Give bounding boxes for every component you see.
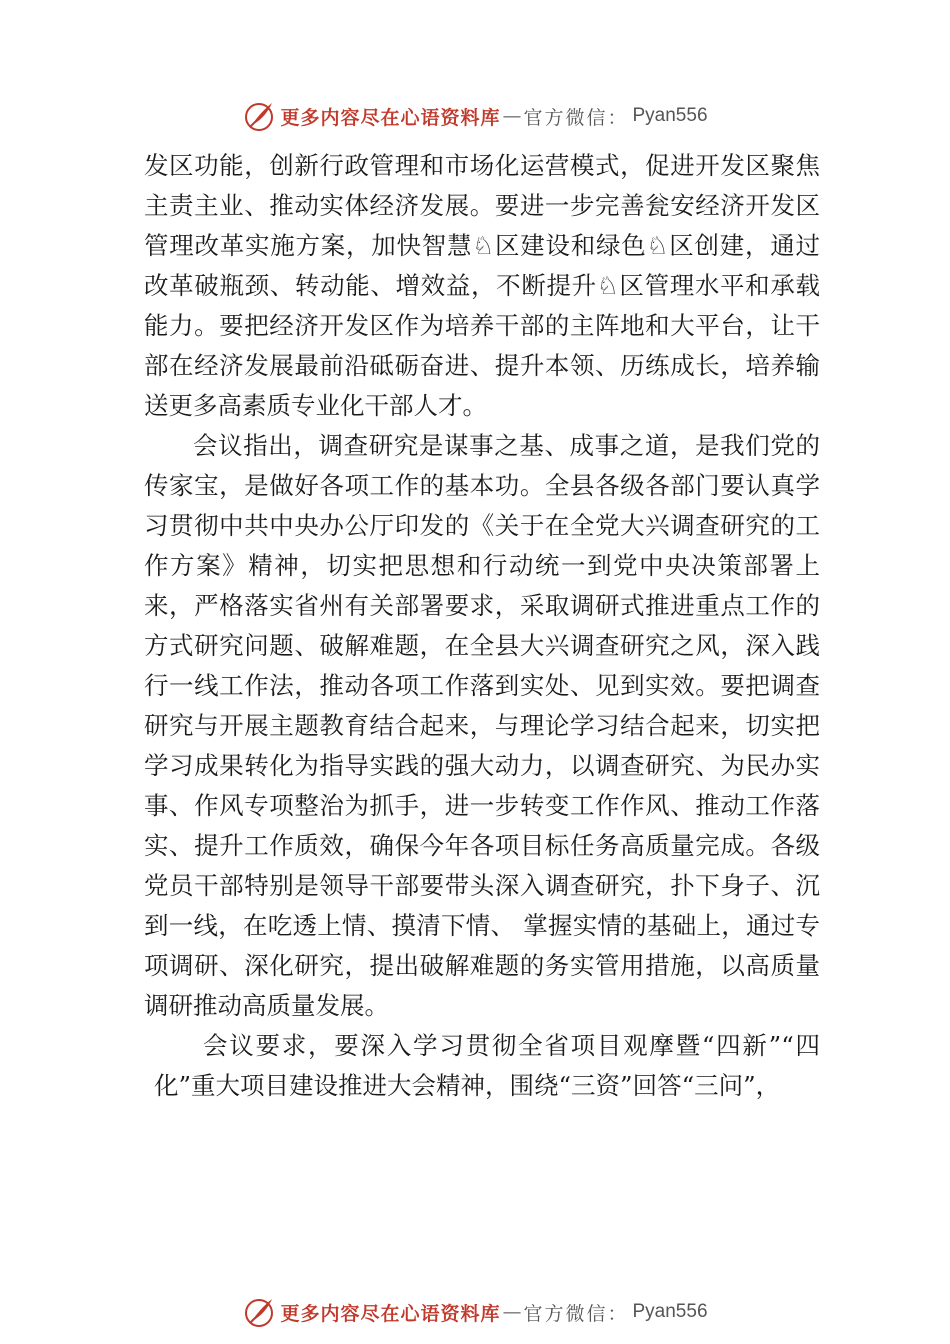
paragraph-research: 会议指出，调查研究是谋事之基、成事之道，是我们党的传家宝，是做好各项工作的基本功。全县各级各部门要认真学习贯彻中共中央办公厅印发的《关于在全党大兴调查研究的工作方案》精神，切实把思想和行动统一到党中央决策部署上来，严格落实省州有关部署要求，采取调研式推进重点工作的方式研究问题、破解难题，在全县大兴调查研究之风，深入践行一线工作法，推动各项工作落到实处、见到实效。要把调查研究与开展主题教育结合起来，与理论学习结合起来，切实把学习成果转化为指导实践的强大动力，以调查研究、为民办实事、作风专项整治为抓手，进一步转变工作作风、推动工作落实、提升工作质效，确保今年各项目标任务高质量完成。各级党员干部特别是领导干部要带头深入调查研究，扑下身子、沉到一线，在吃透上情、摸清下情、 掌握实情的基础上，通过专项调研、深化研究，提出破解难题的务实管用措施，以高质量调研推动高质量发展。 (144, 431, 820, 1020)
quill-logo-icon (242, 99, 276, 133)
footer-banner (0, 1292, 950, 1332)
banner-handle: Pyan556 (632, 1301, 708, 1322)
banner-separator: — (502, 1301, 522, 1323)
document-body (144, 146, 820, 1106)
paragraph-requirements: 会议要求，要深入学习贯彻全省项目观摩暨“四新”“四化”重大项目建设推进大会精神，围绕“三资”回答“三问”， (154, 1031, 820, 1100)
banner-brand: 更多内容尽在心语资料库 (280, 1302, 501, 1325)
quill-logo-icon (242, 1295, 276, 1329)
banner-brand: 更多内容尽在心语资料库 (280, 106, 501, 129)
header-banner (0, 96, 950, 136)
banner-separator: — (502, 105, 522, 127)
banner-wechat-label: 官方微信： (523, 106, 629, 129)
banner-wechat-label: 官方微信： (523, 1302, 629, 1325)
banner-handle: Pyan556 (632, 105, 708, 126)
paragraph-continued: 发区功能，创新行政管理和市场化运营模式，促进开发区聚焦主责主业、推动实体经济发展。要进一步完善瓮安经济开发区管理改革实施方案，加快智慧♘区建设和绿色♘区创建，通过改革破瓶颈、转动能、增效益，不断提升♘区管理水平和承载能力。要把经济开发区作为培养干部的主阵地和大平台，让干部在经济发展最前沿砥砺奋进、提升本领、历练成长，培养输送更多高素质专业化干部人才。 (144, 151, 820, 420)
